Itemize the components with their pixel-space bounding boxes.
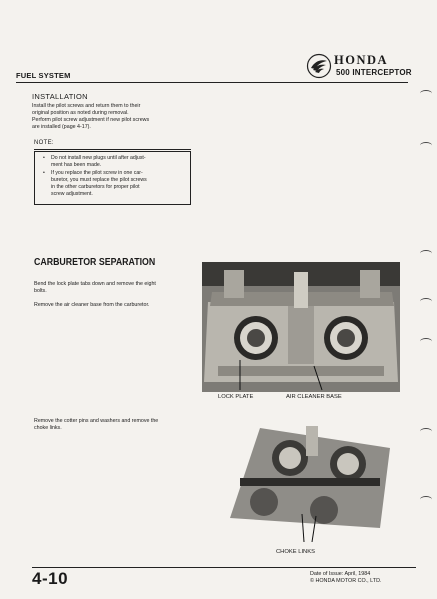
page-number: 4-10 <box>32 569 69 588</box>
choke-links-illustration <box>220 418 400 542</box>
copyright: © HONDA MOTOR CO., LTD. <box>310 578 382 584</box>
header-rule <box>16 82 408 83</box>
note-line: in the other carburetors for proper pilot <box>51 184 140 190</box>
text-line: Perform pilot screw adjustment if new pilot screws <box>32 117 150 123</box>
text-line: Bend the lock plate tabs down and remove the eight <box>34 281 156 287</box>
edge-mark <box>420 338 432 345</box>
installation-heading: INSTALLATION <box>32 92 88 101</box>
bullet: • <box>43 155 45 161</box>
note-item <box>43 170 188 200</box>
edge-mark <box>420 250 432 257</box>
note-box <box>34 151 191 205</box>
section-title: FUEL SYSTEM <box>16 71 71 80</box>
label-air-cleaner-base: AIR CLEANER BASE <box>286 394 342 400</box>
text-line: choke links. <box>34 425 62 431</box>
note-line: ment has been made. <box>51 162 102 168</box>
text-line: original position as noted during removal. <box>32 110 129 116</box>
step-bend-lock-plate <box>34 281 194 295</box>
edge-mark <box>420 90 432 97</box>
note-line: screw adjustment. <box>51 191 93 197</box>
note-rule <box>34 149 191 150</box>
label-lock-plate: LOCK PLATE <box>218 394 254 400</box>
carburetor-separation-title: CARBURETOR SEPARATION <box>34 257 156 268</box>
honda-logo <box>306 53 416 81</box>
note-line: If you replace the pilot screw in one car- <box>51 170 143 176</box>
issue-date: Date of Issue: April, 1984 <box>310 571 371 577</box>
carburetor-photo-choke <box>220 418 400 542</box>
text-line: Remove the cotter pins and washers and remove the <box>34 418 159 424</box>
note-item <box>43 155 188 169</box>
installation-paragraph <box>32 103 202 131</box>
step-remove-cotter-pins <box>34 418 194 432</box>
footer-rule <box>32 567 416 568</box>
text-line: bolts. <box>34 288 47 294</box>
label-choke-links: CHOKE LINKS <box>276 549 315 555</box>
edge-mark <box>420 428 432 435</box>
edge-mark <box>420 496 432 503</box>
model-name: 500 INTERCEPTOR <box>336 68 412 77</box>
note-line: Do not install new plugs until after adjust- <box>51 155 146 161</box>
text-line: are installed (page 4-17). <box>32 124 91 130</box>
edge-mark <box>420 298 432 305</box>
bullet: • <box>43 170 45 176</box>
text-line: Install the pilot screws and return them to their <box>32 103 141 109</box>
carburetor-photo-top <box>202 262 400 392</box>
brand-name: HONDA <box>334 53 389 67</box>
step-remove-air-cleaner-base <box>34 302 194 309</box>
wing-emblem-icon <box>306 53 332 79</box>
edge-mark <box>420 142 432 149</box>
carburetor-assembly-illustration <box>202 262 400 392</box>
text-line: Remove the air cleaner base from the carburetor. <box>34 302 150 308</box>
note-label: NOTE: <box>34 140 54 146</box>
note-line: buretor, you must replace the pilot screws <box>51 177 147 183</box>
